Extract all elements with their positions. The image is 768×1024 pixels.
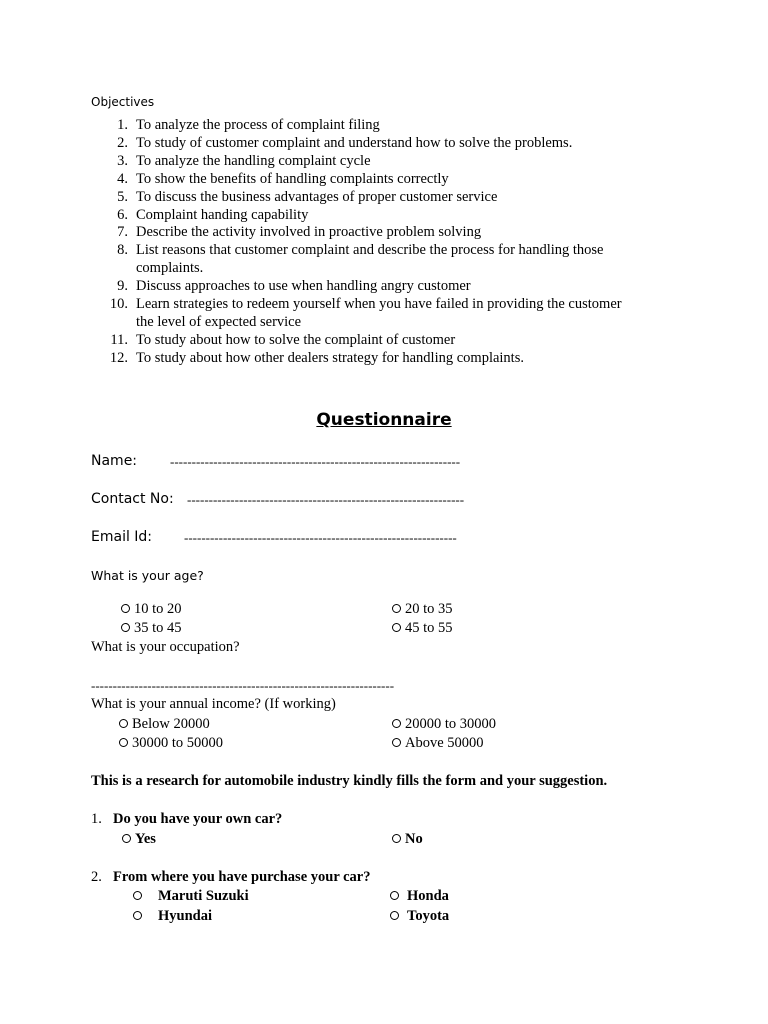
objective-text: To discuss the business advantages of proper customer service bbox=[136, 188, 498, 205]
q2-option-hyundai[interactable]: Hyundai bbox=[133, 907, 212, 925]
q2-option-honda[interactable]: Honda bbox=[390, 887, 449, 905]
objective-number: 5. bbox=[117, 188, 128, 205]
questionnaire-title: Questionnaire bbox=[316, 410, 452, 430]
objective-text: the level of expected service bbox=[136, 313, 302, 330]
objective-text: Discuss approaches to use when handling angry customer bbox=[136, 278, 471, 295]
objective-item bbox=[0, 349, 768, 367]
radio-icon[interactable] bbox=[392, 623, 401, 632]
occupation-field[interactable]: ---------------------------------------------------------------------- bbox=[91, 678, 395, 693]
radio-icon[interactable] bbox=[392, 738, 401, 747]
email-field[interactable]: --------------------------------------------------------------- bbox=[184, 530, 457, 545]
q1-option-yes[interactable]: Yes bbox=[122, 830, 156, 848]
radio-icon[interactable] bbox=[119, 719, 128, 728]
income-option-above-50000[interactable]: Above 50000 bbox=[392, 734, 484, 752]
radio-icon[interactable] bbox=[390, 911, 399, 920]
radio-icon[interactable] bbox=[392, 834, 401, 843]
objectives-title: Objectives bbox=[91, 95, 155, 109]
income-option-below-20000[interactable]: Below 20000 bbox=[119, 715, 210, 733]
objective-item bbox=[0, 170, 768, 188]
objective-item bbox=[0, 223, 768, 241]
objective-item bbox=[0, 331, 768, 349]
objective-item bbox=[0, 241, 768, 277]
objective-number: 12. bbox=[109, 349, 128, 366]
radio-icon[interactable] bbox=[119, 738, 128, 747]
objective-text: To analyze the process of complaint filing bbox=[136, 117, 380, 133]
radio-icon[interactable] bbox=[390, 891, 399, 900]
objective-text: Complaint handing capability bbox=[136, 206, 309, 223]
email-label: Email Id: bbox=[91, 529, 153, 545]
objective-number: 3. bbox=[117, 152, 128, 169]
age-option-35-45[interactable]: 35 to 45 bbox=[121, 619, 182, 637]
occupation-question: What is your occupation? bbox=[91, 639, 240, 655]
contact-label: Contact No: bbox=[91, 491, 174, 507]
objective-number: 1. bbox=[117, 117, 128, 133]
objective-number: 4. bbox=[117, 170, 128, 187]
q2-option-maruti-suzuki[interactable]: Maruti Suzuki bbox=[133, 887, 249, 905]
q2-text: From where you have purchase your car? bbox=[113, 869, 371, 885]
objective-text: Learn strategies to redeem yourself when you have failed in providing the customer bbox=[136, 296, 622, 312]
objective-item bbox=[0, 277, 768, 295]
age-question: What is your age? bbox=[91, 568, 204, 583]
objective-number: 6. bbox=[117, 206, 128, 223]
age-option-10-20[interactable]: 10 to 20 bbox=[121, 600, 182, 618]
radio-icon[interactable] bbox=[121, 623, 130, 632]
objective-item bbox=[0, 206, 768, 224]
objective-number: 9. bbox=[117, 278, 128, 295]
objective-text: To study of customer complaint and understand how to solve the problems. bbox=[136, 134, 573, 151]
age-option-45-55[interactable]: 45 to 55 bbox=[392, 619, 453, 637]
objective-number: 7. bbox=[117, 224, 128, 241]
objective-text: List reasons that customer complaint and describe the process for handling those bbox=[136, 242, 604, 259]
radio-icon[interactable] bbox=[121, 604, 130, 613]
q2-number: 2. bbox=[91, 869, 102, 885]
q1-number: 1. bbox=[91, 811, 102, 827]
objective-text: To study about how other dealers strategy for handling complaints. bbox=[136, 349, 524, 366]
objective-number: 10. bbox=[109, 296, 128, 312]
income-option-20000-30000[interactable]: 20000 to 30000 bbox=[392, 715, 496, 733]
contact-field[interactable]: ---------------------------------------------------------------- bbox=[187, 492, 465, 507]
objective-item bbox=[0, 188, 768, 206]
q1-option-no[interactable]: No bbox=[392, 830, 423, 848]
objective-number: 8. bbox=[117, 242, 128, 259]
name-label: Name: bbox=[91, 453, 138, 469]
q1-text: Do you have your own car? bbox=[113, 811, 283, 827]
income-option-30000-50000[interactable]: 30000 to 50000 bbox=[119, 734, 223, 752]
objective-item bbox=[0, 116, 768, 134]
radio-icon[interactable] bbox=[133, 911, 142, 920]
income-question: What is your annual income? (If working) bbox=[91, 696, 336, 712]
objective-item bbox=[0, 295, 768, 330]
radio-icon[interactable] bbox=[392, 719, 401, 728]
radio-icon[interactable] bbox=[122, 834, 131, 843]
research-note: This is a research for automobile industry kindly fills the form and your suggestion. bbox=[91, 773, 608, 789]
objective-number: 2. bbox=[117, 134, 128, 151]
name-field[interactable]: ------------------------------------------------------------------- bbox=[170, 454, 461, 469]
objective-item bbox=[0, 152, 768, 170]
objective-text: To analyze the handling complaint cycle bbox=[136, 152, 371, 169]
objective-text: To study about how to solve the complaint of customer bbox=[136, 331, 456, 348]
radio-icon[interactable] bbox=[133, 891, 142, 900]
objective-number: 11. bbox=[110, 331, 128, 348]
age-option-20-35[interactable]: 20 to 35 bbox=[392, 600, 453, 618]
objective-item bbox=[0, 134, 768, 152]
objective-text: To show the benefits of handling complaints correctly bbox=[136, 170, 449, 187]
radio-icon[interactable] bbox=[392, 604, 401, 613]
objective-text: Describe the activity involved in proactive problem solving bbox=[136, 224, 482, 241]
objective-text: complaints. bbox=[136, 260, 204, 277]
q2-option-toyota[interactable]: Toyota bbox=[390, 907, 449, 925]
